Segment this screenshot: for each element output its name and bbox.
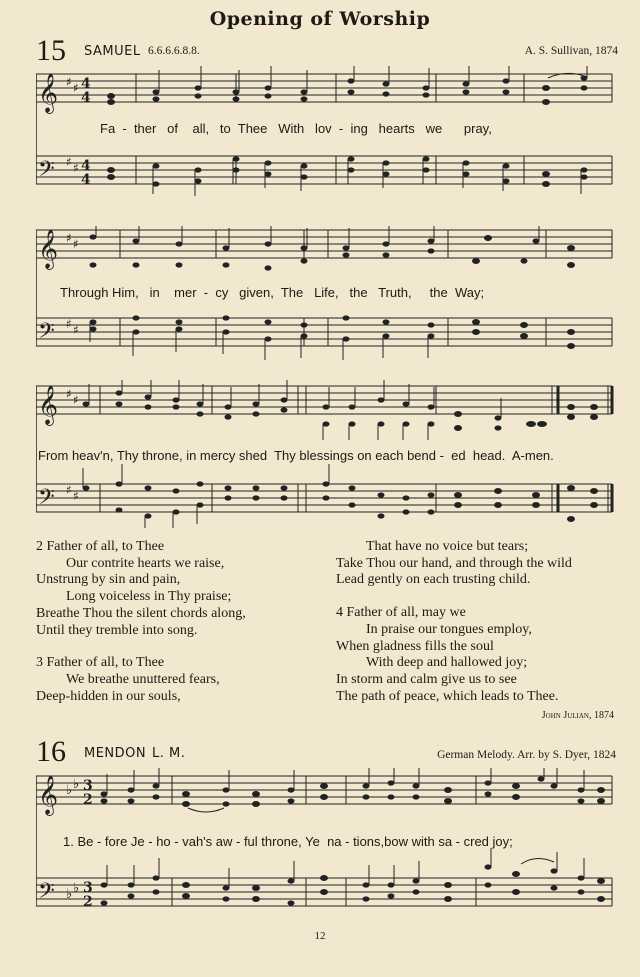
verse-4-line-2: In praise our tongues employ, [366,621,532,637]
svg-text:♯: ♯ [66,155,72,169]
svg-text:♭: ♭ [66,887,73,902]
verse-4-line-6: The path of peace, which leads to Thee. [336,688,559,704]
svg-text:𝄢: 𝄢 [38,319,55,349]
lyrics-line-16: 1. Be - fore Je - ho - vah's aw - ful throne, Ye na - tions,bow with sa - cred joy; [63,834,513,849]
svg-text:4: 4 [81,158,91,174]
svg-text:♯: ♯ [73,161,79,175]
verse-2-line-4: Long voiceless in Thy praise; [66,589,232,605]
verses-left-column [36,539,246,705]
svg-text:𝄞: 𝄞 [38,229,59,269]
svg-text:♯: ♯ [73,489,79,503]
svg-text:𝄞: 𝄞 [38,775,59,815]
tune-name: SAMUEL [84,44,141,59]
svg-text:♭: ♭ [73,881,80,896]
meter: 6.6.6.6.8.8. [148,45,200,57]
verse-2-line-2: Our contrite hearts we raise, [66,555,225,571]
svg-text:♯: ♯ [66,387,72,401]
verse-4-line-1: 4 Father of all, may we [336,605,466,621]
svg-text:𝄢: 𝄢 [38,157,55,187]
svg-text:2: 2 [83,792,93,808]
verse-3-line-2: We breathe unuttered fears, [66,671,220,687]
page-number: 12 [314,930,326,942]
svg-text:𝄢: 𝄢 [38,879,55,909]
text-author: John Julian, 1874 [541,710,614,721]
svg-text:♯: ♯ [66,75,72,89]
svg-text:4: 4 [81,172,91,188]
svg-text:♯: ♯ [73,323,79,337]
svg-text:3: 3 [83,880,93,896]
svg-text:♯: ♯ [73,393,79,407]
verse-4-line-5: In storm and calm give us to see [336,671,517,687]
tune-name-16: MENDON [84,746,147,761]
verse-2-line-3: Unstrung by sin and pain, [36,572,181,588]
lyrics-line-2: Through Him, in mer - cy given, The Life, the Truth, the Way; [60,285,485,300]
svg-text:♯: ♯ [66,231,72,245]
verse-3-line-1: 3 Father of all, to Thee [36,655,165,671]
lyrics-line-3: From heav'n, Thy throne, in mercy shed Thy blessings on each bend - ed head. A-men. [38,448,554,463]
composer-credit-16: German Melody. Arr. by S. Dyer, 1824 [437,749,616,761]
svg-text:♭: ♭ [66,783,73,798]
section-title: Opening of Worship [209,8,431,30]
verse-4-line-3: When gladness fills the soul [336,638,494,654]
svg-text:♭: ♭ [73,777,80,792]
hymn-number: 15 [36,34,66,67]
svg-text:𝄞: 𝄞 [38,385,59,425]
verse-3-line-3: Deep-hidden in our souls, [36,688,181,704]
verse-3-line-4: That have no voice but tears; [366,539,529,554]
hymn-number-16: 16 [36,735,66,768]
lyrics-line-1: Fa - ther of all, to Thee With lov - ing hearts we pray, [100,121,492,136]
svg-text:4: 4 [81,76,91,92]
verse-2-line-5: Breathe Thou the silent chords along, [36,605,246,621]
svg-text:♯: ♯ [73,81,79,95]
svg-text:♯: ♯ [66,317,72,331]
svg-text:2: 2 [83,894,93,910]
composer-credit: A. S. Sullivan, 1874 [524,45,618,57]
verse-3-line-6: Lead gently on each trusting child. [336,572,531,588]
verse-2-line-6: Until they tremble into song. [36,622,198,638]
verse-4-line-4: With deep and hallowed joy; [366,655,528,671]
verse-3-line-5: Take Thou our hand, and through the wild [336,555,572,571]
svg-text:3: 3 [83,778,93,794]
svg-text:♯: ♯ [66,483,72,497]
svg-text:𝄢: 𝄢 [38,485,55,515]
verse-2-line-1: 2 Father of all, to Thee [36,539,165,554]
svg-text:♯: ♯ [73,237,79,251]
verses-right-column [336,539,572,705]
meter-16: L. M. [152,746,186,761]
svg-text:4: 4 [81,90,91,106]
svg-text:𝄞: 𝄞 [38,73,59,113]
